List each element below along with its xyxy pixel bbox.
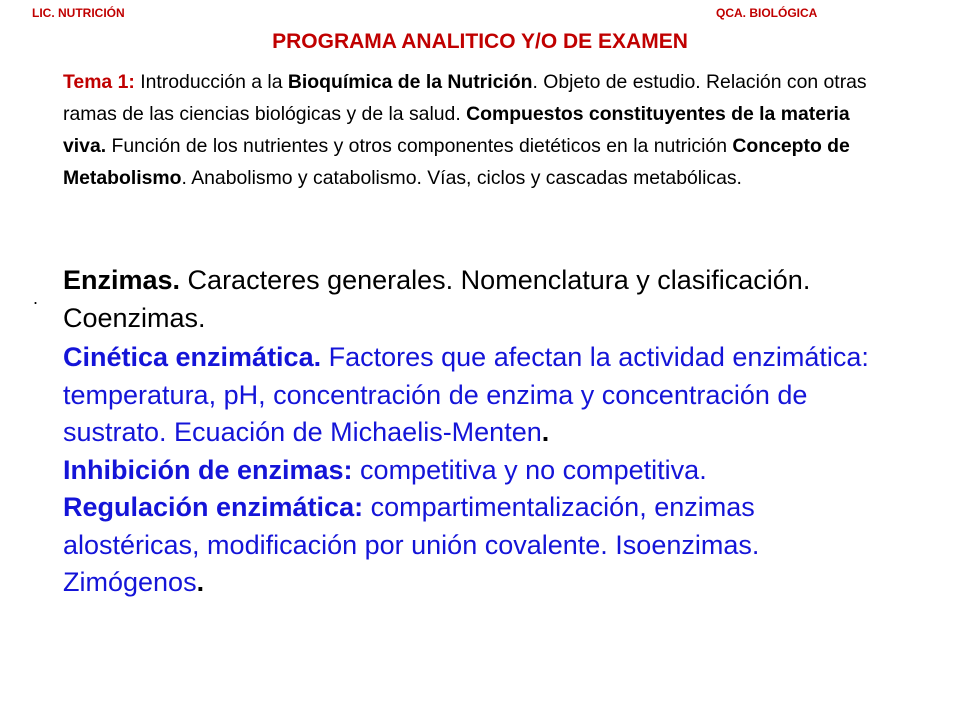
- cinetica-paragraph: [63, 339, 883, 452]
- tema-1-text-4: . Anabolismo y catabolismo. Vías, ciclos y cascadas metabólicas.: [181, 167, 742, 189]
- tema-1-bold-3: Concepto de Metabolismo: [63, 135, 850, 189]
- inhibicion-paragraph: [63, 452, 883, 490]
- inhibicion-text: competitiva y no competitiva.: [352, 454, 707, 485]
- enzimas-paragraph: [63, 262, 883, 337]
- regulacion-text: compartimentalización, enzimas alostéricas, modificación por unión covalente. Isoenzimas. Zimógenos: [63, 492, 760, 597]
- cinetica-end: .: [541, 417, 550, 447]
- enzimas-text: Caracteres generales. Nomenclatura y clasificación. Coenzimas.: [63, 265, 811, 333]
- enzimas-bold: Enzimas.: [63, 265, 181, 295]
- header-left-label: LIC. NUTRICIÓN: [32, 6, 125, 20]
- tema-1-text-2: . Objeto de estudio. Relación con otras ramas de las ciencias biológicas y de la salud.: [63, 71, 867, 125]
- tema-1-text-3: Función de los nutrientes y otros componentes dietéticos en la nutrición: [106, 135, 733, 157]
- tema-1-paragraph: [63, 66, 875, 194]
- bullet-dot: .: [33, 288, 39, 308]
- regulacion-bold: Regulación enzimática:: [63, 492, 364, 522]
- tema-1-label: Tema 1:: [63, 71, 135, 93]
- page-title: PROGRAMA ANALITICO Y/O DE EXAMEN: [272, 30, 688, 53]
- regulacion-end: .: [196, 567, 205, 597]
- tema-1-text-1: Introducción a la: [134, 71, 288, 93]
- inhibicion-bold: Inhibición de enzimas:: [63, 454, 353, 485]
- tema-1-bold-1: Bioquímica de la Nutrición: [287, 71, 533, 93]
- header-right-label: QCA. BIOLÓGICA: [716, 6, 818, 20]
- tema-1-bold-2: Compuestos constituyentes de la materia viva.: [63, 103, 850, 157]
- cinetica-text: Factores que afectan la actividad enzimática: temperatura, pH, concentración de enzima y concentración de sustrato. Ecuación de Michaelis-Menten: [63, 342, 869, 447]
- regulacion-paragraph: [63, 489, 883, 602]
- blue-section: [63, 339, 883, 602]
- cinetica-bold: Cinética enzimática.: [63, 342, 322, 372]
